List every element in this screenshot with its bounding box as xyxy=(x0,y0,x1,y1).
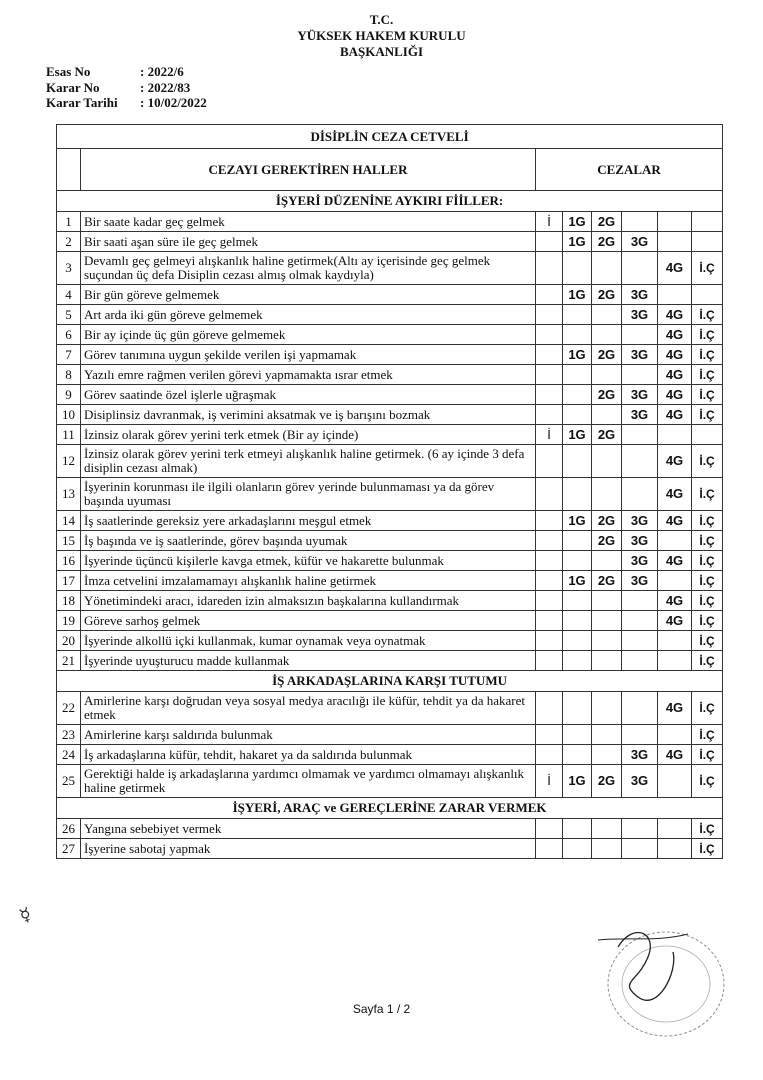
penalty-cell xyxy=(536,692,563,725)
penalty-cell xyxy=(622,611,658,631)
penalty-cell xyxy=(592,365,622,385)
row-number: 21 xyxy=(57,651,81,671)
penalty-cell xyxy=(563,252,592,285)
row-number: 11 xyxy=(57,425,81,445)
penalty-cell xyxy=(536,591,563,611)
penalty-cell xyxy=(536,305,563,325)
penalty-cell: 1G xyxy=(563,232,592,252)
penalty-cell xyxy=(563,305,592,325)
table-row xyxy=(57,405,723,425)
penalty-cell xyxy=(563,385,592,405)
penalty-cell xyxy=(563,365,592,385)
penalty-cell xyxy=(592,325,622,345)
penalty-cell: İ.Ç xyxy=(692,511,723,531)
table-row xyxy=(57,385,723,405)
conduct-description: İşyerinde alkollü içki kullanmak, kumar oynamak veya oynatmak xyxy=(81,631,536,651)
penalty-cell xyxy=(563,839,592,859)
meta-label: Esas No xyxy=(46,64,91,79)
penalty-cell: 4G xyxy=(658,345,692,365)
penalty-cell: İ.Ç xyxy=(692,551,723,571)
row-number: 3 xyxy=(57,252,81,285)
penalty-cell: 1G xyxy=(563,212,592,232)
row-number: 2 xyxy=(57,232,81,252)
penalty-cell xyxy=(658,285,692,305)
row-number: 15 xyxy=(57,531,81,551)
penalty-cell: 4G xyxy=(658,325,692,345)
penalty-cell: İ.Ç xyxy=(692,839,723,859)
penalty-cell xyxy=(536,551,563,571)
conduct-description: Bir ay içinde üç gün göreve gelmemek xyxy=(81,325,536,345)
row-number: 27 xyxy=(57,839,81,859)
penalty-cell: 2G xyxy=(592,765,622,798)
penalty-cell: İ.Ç xyxy=(692,365,723,385)
penalty-cell xyxy=(563,651,592,671)
document-header xyxy=(0,12,763,60)
penalty-cell xyxy=(658,531,692,551)
penalty-cell xyxy=(592,305,622,325)
penalty-cell: İ.Ç xyxy=(692,745,723,765)
penalty-cell: İ xyxy=(536,765,563,798)
table-row xyxy=(57,232,723,252)
penalty-cell: İ xyxy=(536,425,563,445)
penalty-cell: 3G xyxy=(622,405,658,425)
table-row xyxy=(57,345,723,365)
conduct-description: Yazılı emre rağmen verilen görevi yapmamakta ısrar etmek xyxy=(81,365,536,385)
penalty-cell: 2G xyxy=(592,285,622,305)
penalty-cell xyxy=(536,745,563,765)
page-footer: Sayfa 1 / 2 xyxy=(352,1002,411,1016)
penalty-cell xyxy=(563,405,592,425)
penalty-cell: 4G xyxy=(658,478,692,511)
row-number: 6 xyxy=(57,325,81,345)
penalty-cell: 2G xyxy=(592,345,622,365)
penalty-cell xyxy=(622,212,658,232)
conduct-description: İzinsiz olarak görev yerini terk etmek (Bir ay içinde) xyxy=(81,425,536,445)
row-number: 12 xyxy=(57,445,81,478)
section-header-row xyxy=(57,798,723,819)
penalty-cell xyxy=(658,765,692,798)
row-number: 17 xyxy=(57,571,81,591)
row-number: 18 xyxy=(57,591,81,611)
row-number: 9 xyxy=(57,385,81,405)
conduct-description: Yönetimindeki aracı, idareden izin almaksızın başkalarına kullandırmak xyxy=(81,591,536,611)
penalty-cell xyxy=(592,839,622,859)
conduct-description: Amirlerine karşı saldırıda bulunmak xyxy=(81,725,536,745)
penalty-cell xyxy=(692,425,723,445)
penalty-cell xyxy=(592,745,622,765)
header-line-2: YÜKSEK HAKEM KURULU xyxy=(297,28,466,43)
row-number: 7 xyxy=(57,345,81,365)
penalty-cell xyxy=(536,631,563,651)
table-row xyxy=(57,611,723,631)
penalty-cell xyxy=(563,611,592,631)
penalty-cell xyxy=(536,611,563,631)
row-number: 10 xyxy=(57,405,81,425)
penalty-cell xyxy=(692,212,723,232)
header-line-1: T.C. xyxy=(369,12,394,27)
penalty-cell xyxy=(536,571,563,591)
penalty-cell: 4G xyxy=(658,745,692,765)
table-title: DİSİPLİN CEZA CETVELİ xyxy=(57,125,723,149)
penalty-cell: 4G xyxy=(658,445,692,478)
meta-value: : 2022/6 xyxy=(140,64,184,79)
section-header-row xyxy=(57,671,723,692)
penalty-cell xyxy=(536,445,563,478)
penalty-cell: 4G xyxy=(658,252,692,285)
penalty-cell: İ.Ç xyxy=(692,765,723,798)
penalty-cell xyxy=(592,692,622,725)
penalty-cell: 4G xyxy=(658,405,692,425)
penalty-cell: 1G xyxy=(563,571,592,591)
penalty-cell xyxy=(536,531,563,551)
penalty-cell: 3G xyxy=(622,232,658,252)
penalty-cell: İ.Ç xyxy=(692,611,723,631)
penalty-cell xyxy=(563,445,592,478)
meta-row-tarih xyxy=(46,95,207,111)
penalty-cell xyxy=(658,725,692,745)
meta-label: Karar No xyxy=(46,79,100,95)
penalty-cell xyxy=(658,571,692,591)
row-number: 23 xyxy=(57,725,81,745)
table-row xyxy=(57,365,723,385)
conduct-description: Art arda iki gün göreve gelmemek xyxy=(81,305,536,325)
penalty-cell xyxy=(536,365,563,385)
table-row xyxy=(57,425,723,445)
margin-initial-mark: ☿ xyxy=(16,903,34,927)
penalty-cell xyxy=(592,631,622,651)
conduct-description: İzinsiz olarak görev yerini terk etmeyi alışkanlık haline getirmek. (6 ay içinde 3 defa disiplin cezası almak) xyxy=(81,445,536,478)
penalty-cell xyxy=(592,611,622,631)
penalty-cell: 1G xyxy=(563,345,592,365)
penalty-cell xyxy=(622,325,658,345)
penalty-cell xyxy=(658,212,692,232)
penalty-cell xyxy=(563,745,592,765)
penalty-cell xyxy=(622,819,658,839)
penalty-cell: İ.Ç xyxy=(692,445,723,478)
meta-value: : 2022/83 xyxy=(140,79,191,95)
meta-row-esas xyxy=(46,64,207,80)
table-row xyxy=(57,511,723,531)
meta-label: Karar Tarihi xyxy=(46,95,118,110)
penalty-cell xyxy=(536,651,563,671)
penalty-cell: 3G xyxy=(622,531,658,551)
penalty-cell: İ.Ç xyxy=(692,305,723,325)
penalty-cell: 3G xyxy=(622,385,658,405)
penalty-cell xyxy=(592,725,622,745)
table-row xyxy=(57,305,723,325)
penalty-cell xyxy=(563,631,592,651)
penalty-cell: İ.Ç xyxy=(692,692,723,725)
case-metadata xyxy=(46,64,207,111)
penalty-cell: 2G xyxy=(592,531,622,551)
conduct-description: Bir gün göreve gelmemek xyxy=(81,285,536,305)
penalty-cell: 1G xyxy=(563,765,592,798)
table-header-row xyxy=(57,149,723,191)
conduct-description: Amirlerine karşı doğrudan veya sosyal medya aracılığı ile küfür, tehdit ya da hakaret etmek xyxy=(81,692,536,725)
table-row xyxy=(57,571,723,591)
penalty-cell xyxy=(536,511,563,531)
conduct-description: Disiplinsiz davranmak, iş verimini aksatmak ve iş barışını bozmak xyxy=(81,405,536,425)
penalty-table xyxy=(56,124,723,859)
conduct-description: Devamlı geç gelmeyi alışkanlık haline getirmek(Altı ay içerisinde geç gelmek suçundan üç defa Disiplin cezası almış olmak kaydıyla) xyxy=(81,252,536,285)
penalty-cell xyxy=(692,232,723,252)
penalty-cell: 4G xyxy=(658,591,692,611)
penalty-cell xyxy=(622,445,658,478)
table-row xyxy=(57,631,723,651)
penalty-cell xyxy=(563,551,592,571)
penalty-cell xyxy=(658,839,692,859)
table-row xyxy=(57,252,723,285)
penalty-cell: 3G xyxy=(622,571,658,591)
penalty-cell xyxy=(536,725,563,745)
penalty-cell xyxy=(622,478,658,511)
penalty-cell xyxy=(592,591,622,611)
meta-value: : 10/02/2022 xyxy=(140,95,207,110)
penalty-cell xyxy=(536,478,563,511)
penalty-cell: 1G xyxy=(563,425,592,445)
penalty-cell: 2G xyxy=(592,511,622,531)
official-seal-stamp xyxy=(578,912,728,1042)
penalty-cell: İ.Ç xyxy=(692,252,723,285)
row-number: 20 xyxy=(57,631,81,651)
section-title: İŞ ARKADAŞLARINA KARŞI TUTUMU xyxy=(57,671,723,692)
penalty-cell xyxy=(622,651,658,671)
penalty-cell xyxy=(563,591,592,611)
meta-row-karar xyxy=(46,80,207,96)
penalty-cell: 4G xyxy=(658,611,692,631)
penalty-cell: İ.Ç xyxy=(692,325,723,345)
penalty-cell: 4G xyxy=(658,551,692,571)
table-row xyxy=(57,212,723,232)
penalty-cell xyxy=(592,405,622,425)
table-row xyxy=(57,839,723,859)
penalty-cell: İ.Ç xyxy=(692,478,723,511)
penalty-cell: 4G xyxy=(658,692,692,725)
penalty-cell xyxy=(622,425,658,445)
penalty-cell: 2G xyxy=(592,212,622,232)
table-row xyxy=(57,591,723,611)
conduct-description: İş başında ve iş saatlerinde, görev başında uyumak xyxy=(81,531,536,551)
conduct-description: Görev saatinde özel işlerle uğraşmak xyxy=(81,385,536,405)
row-number: 14 xyxy=(57,511,81,531)
penalty-cell xyxy=(622,591,658,611)
conduct-description: Görev tanımına uygun şekilde verilen işi yapmamak xyxy=(81,345,536,365)
row-number: 24 xyxy=(57,745,81,765)
penalty-cell: 4G xyxy=(658,511,692,531)
table-row xyxy=(57,819,723,839)
conduct-description: İmza cetvelini imzalamamayı alışkanlık haline getirmek xyxy=(81,571,536,591)
penalty-cell xyxy=(692,285,723,305)
penalty-cell: İ.Ç xyxy=(692,651,723,671)
table-row xyxy=(57,551,723,571)
penalty-cell xyxy=(536,232,563,252)
section-title: İŞYERİ, ARAÇ ve GEREÇLERİNE ZARAR VERMEK xyxy=(57,798,723,819)
row-number: 26 xyxy=(57,819,81,839)
penalty-cell xyxy=(592,478,622,511)
penalty-cell xyxy=(536,819,563,839)
penalty-cell: 3G xyxy=(622,765,658,798)
conduct-description: İşyerinde üçüncü kişilerle kavga etmek, küfür ve hakarette bulunmak xyxy=(81,551,536,571)
header-conduct: CEZAYI GEREKTİREN HALLER xyxy=(81,149,536,191)
conduct-description: İş saatlerinde gereksiz yere arkadaşlarını meşgul etmek xyxy=(81,511,536,531)
penalty-cell xyxy=(622,725,658,745)
conduct-description: Yangına sebebiyet vermek xyxy=(81,819,536,839)
penalty-cell: 1G xyxy=(563,285,592,305)
table-row xyxy=(57,765,723,798)
row-number: 16 xyxy=(57,551,81,571)
penalty-cell xyxy=(536,839,563,859)
penalty-cell xyxy=(563,478,592,511)
penalty-cell: İ.Ç xyxy=(692,571,723,591)
conduct-description: Bir saate kadar geç gelmek xyxy=(81,212,536,232)
conduct-description: İşyerinde uyuşturucu madde kullanmak xyxy=(81,651,536,671)
row-number: 1 xyxy=(57,212,81,232)
penalty-cell: İ.Ç xyxy=(692,531,723,551)
penalty-cell xyxy=(592,445,622,478)
penalty-cell: 4G xyxy=(658,305,692,325)
section-title: İŞYERİ DÜZENİNE AYKIRI FİİLLER: xyxy=(57,191,723,212)
penalty-cell: İ.Ç xyxy=(692,725,723,745)
table-row xyxy=(57,725,723,745)
table-row xyxy=(57,285,723,305)
row-number: 22 xyxy=(57,692,81,725)
penalty-cell xyxy=(563,819,592,839)
penalty-cell xyxy=(592,252,622,285)
penalty-cell: 2G xyxy=(592,425,622,445)
penalty-cell xyxy=(658,631,692,651)
penalty-cell xyxy=(622,631,658,651)
conduct-description: İşyerinin korunması ile ilgili olanların görev yerinde bulunmaması ya da görev başında uyuması xyxy=(81,478,536,511)
row-number: 5 xyxy=(57,305,81,325)
penalty-cell: 2G xyxy=(592,232,622,252)
conduct-description: İş arkadaşlarına küfür, tehdit, hakaret ya da saldırıda bulunmak xyxy=(81,745,536,765)
row-number: 4 xyxy=(57,285,81,305)
conduct-description: İşyerine sabotaj yapmak xyxy=(81,839,536,859)
penalty-cell xyxy=(658,425,692,445)
penalty-cell: 3G xyxy=(622,745,658,765)
penalty-cell xyxy=(658,651,692,671)
row-number: 19 xyxy=(57,611,81,631)
penalty-cell xyxy=(622,365,658,385)
penalty-cell: 4G xyxy=(658,385,692,405)
penalty-cell: 3G xyxy=(622,511,658,531)
penalty-cell xyxy=(622,839,658,859)
penalty-cell xyxy=(563,725,592,745)
penalty-cell xyxy=(592,819,622,839)
penalty-cell: 3G xyxy=(622,285,658,305)
penalty-cell: İ.Ç xyxy=(692,631,723,651)
penalty-cell: İ.Ç xyxy=(692,405,723,425)
penalty-cell: 3G xyxy=(622,345,658,365)
penalty-cell xyxy=(536,252,563,285)
penalty-cell xyxy=(536,285,563,305)
penalty-cell xyxy=(658,232,692,252)
table-row xyxy=(57,478,723,511)
table-row xyxy=(57,531,723,551)
table-row xyxy=(57,745,723,765)
penalty-cell xyxy=(563,692,592,725)
penalty-cell: 2G xyxy=(592,385,622,405)
table-row xyxy=(57,445,723,478)
penalty-cell xyxy=(536,345,563,365)
penalty-cell: İ.Ç xyxy=(692,819,723,839)
conduct-description: Gerektiği halde iş arkadaşlarına yardımcı olmamak ve yardımcı olmamayı alışkanlık haline getirmek xyxy=(81,765,536,798)
penalty-cell: 3G xyxy=(622,551,658,571)
penalty-cell xyxy=(658,819,692,839)
row-number: 8 xyxy=(57,365,81,385)
penalty-cell xyxy=(536,385,563,405)
penalty-cell: 2G xyxy=(592,571,622,591)
conduct-description: Bir saati aşan süre ile geç gelmek xyxy=(81,232,536,252)
header-number-cell xyxy=(57,149,81,191)
table-title-row xyxy=(57,125,723,149)
penalty-cell xyxy=(592,651,622,671)
penalty-cell xyxy=(592,551,622,571)
penalty-cell: İ.Ç xyxy=(692,385,723,405)
penalty-cell xyxy=(563,531,592,551)
penalty-cell xyxy=(536,405,563,425)
penalty-cell: İ.Ç xyxy=(692,591,723,611)
penalty-cell: 4G xyxy=(658,365,692,385)
penalty-cell: İ.Ç xyxy=(692,345,723,365)
row-number: 13 xyxy=(57,478,81,511)
header-penalties: CEZALAR xyxy=(536,149,723,191)
conduct-description: Göreve sarhoş gelmek xyxy=(81,611,536,631)
penalty-cell: 3G xyxy=(622,305,658,325)
penalty-cell: 1G xyxy=(563,511,592,531)
section-header-row xyxy=(57,191,723,212)
penalty-cell xyxy=(563,325,592,345)
row-number: 25 xyxy=(57,765,81,798)
header-line-3: BAŞKANLIĞI xyxy=(339,44,424,59)
table-row xyxy=(57,692,723,725)
table-row xyxy=(57,651,723,671)
penalty-cell xyxy=(536,325,563,345)
penalty-cell xyxy=(622,252,658,285)
penalty-cell xyxy=(622,692,658,725)
penalty-cell: İ xyxy=(536,212,563,232)
table-row xyxy=(57,325,723,345)
